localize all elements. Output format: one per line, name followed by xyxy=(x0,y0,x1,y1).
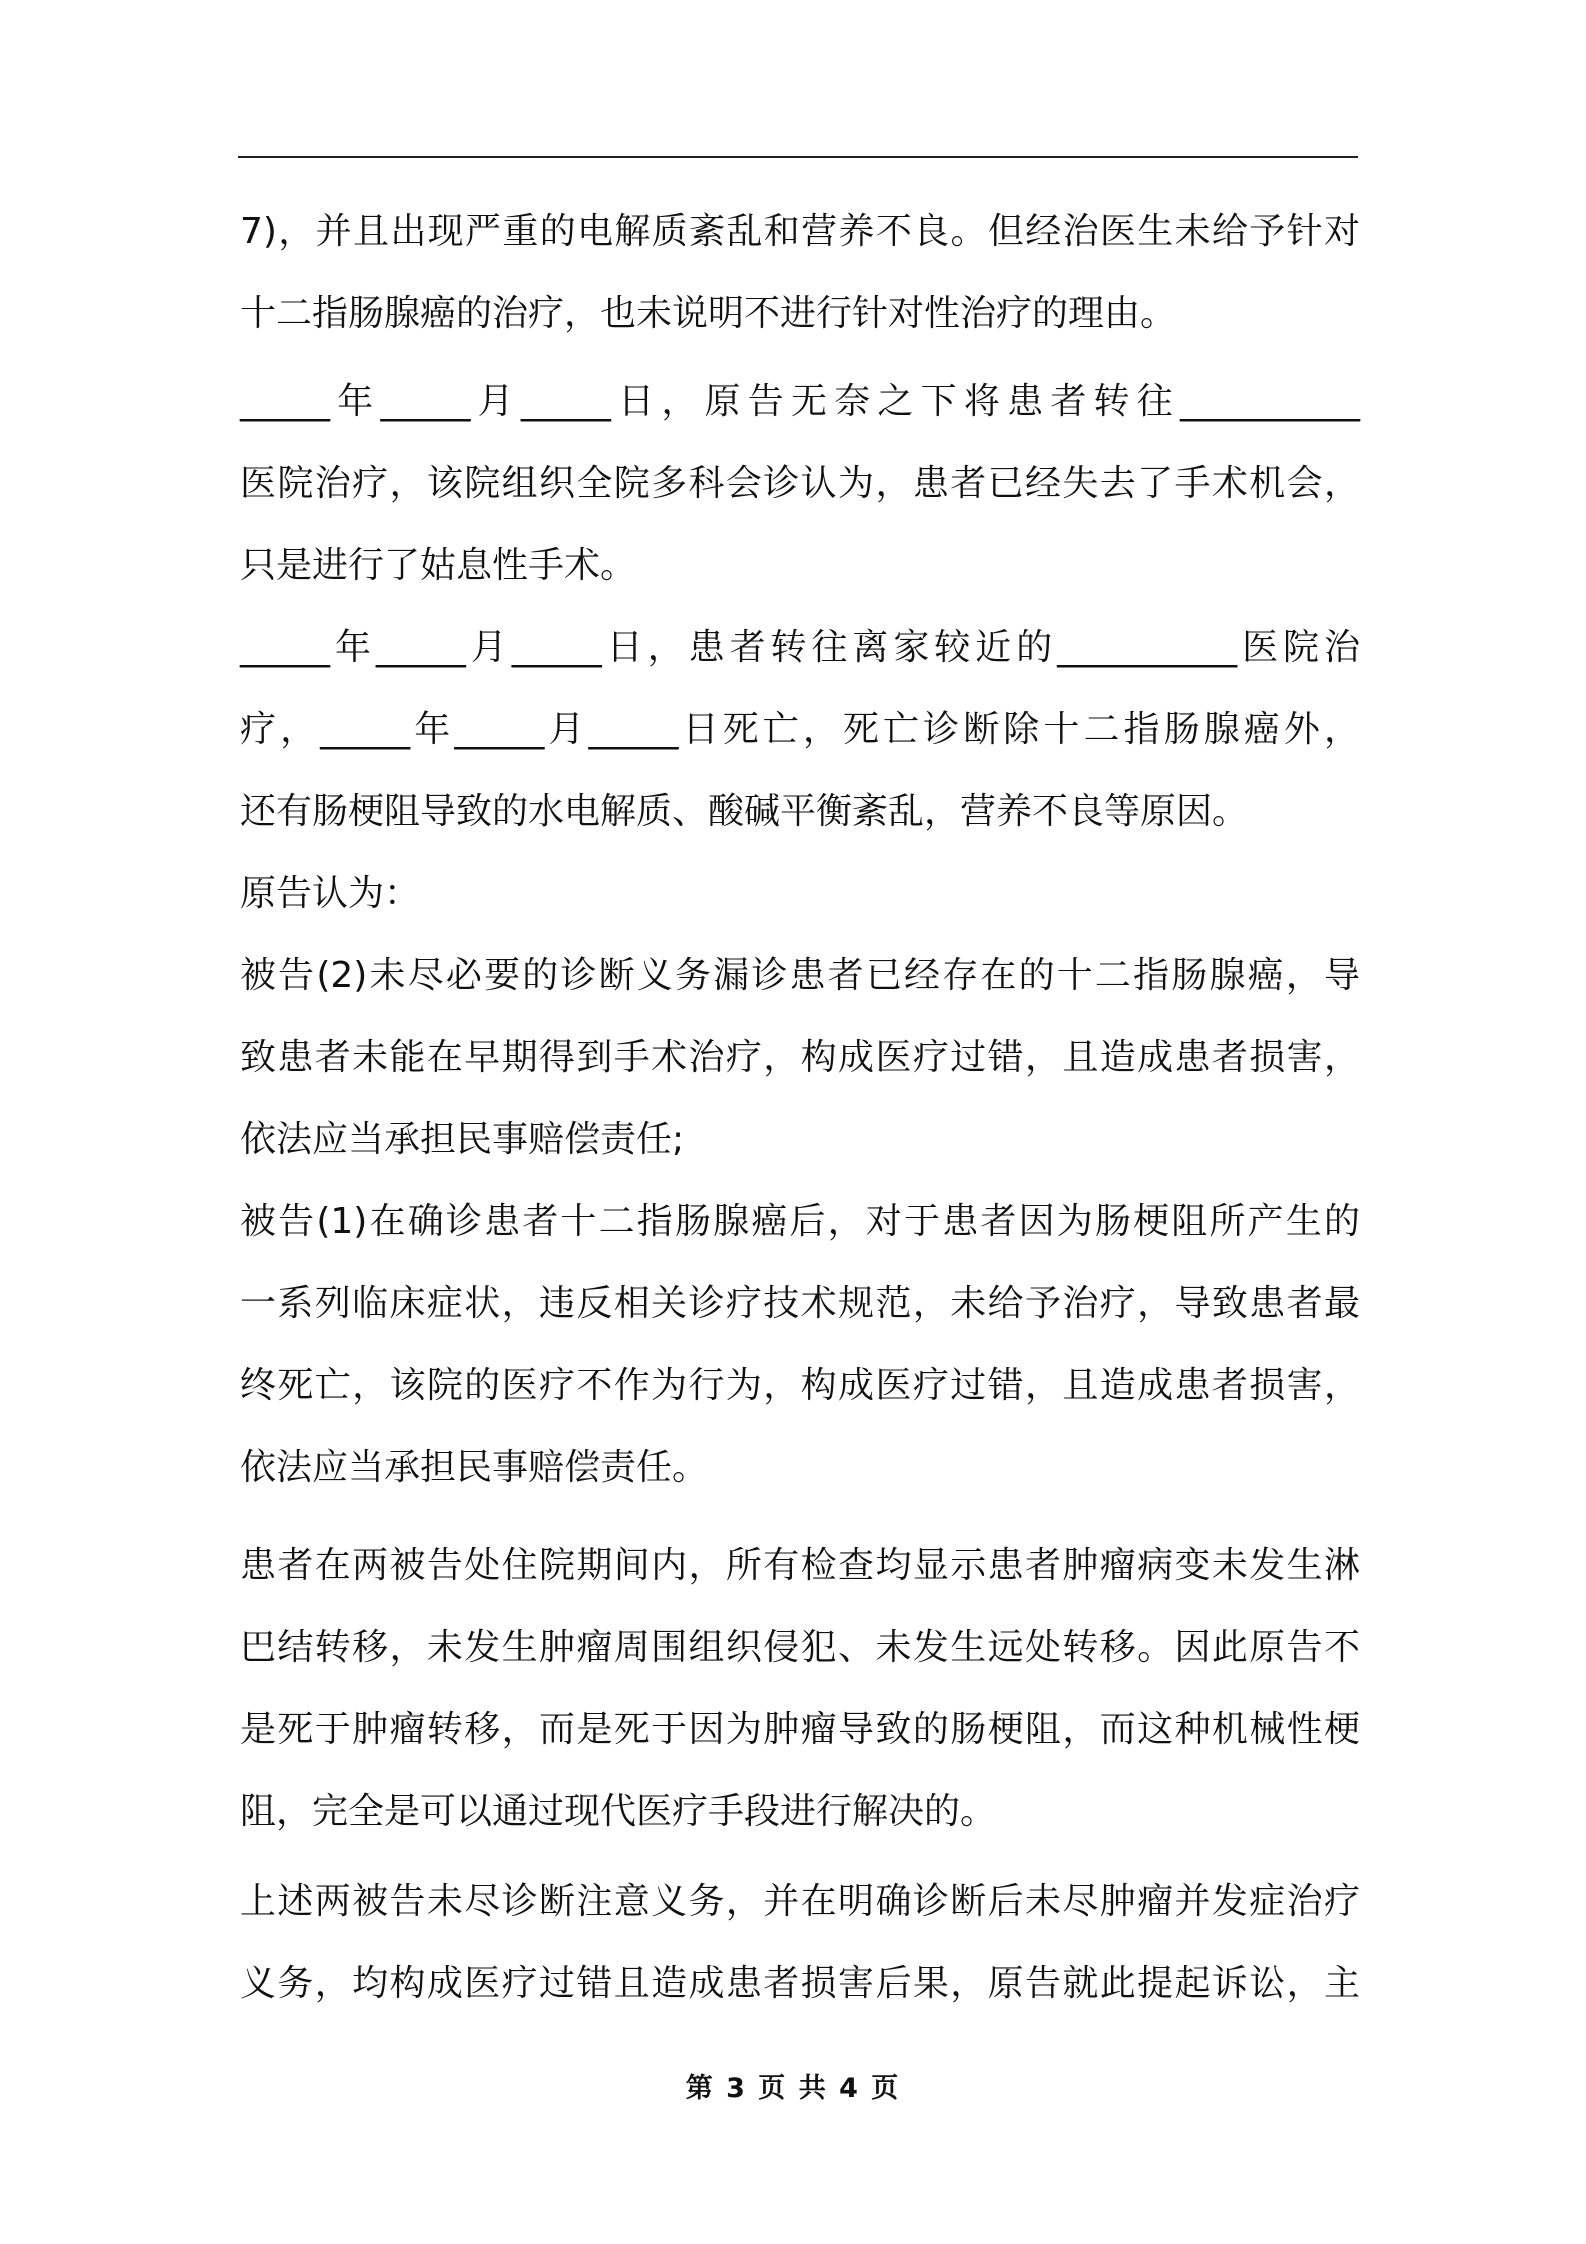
text-line: 患者在两被告处住院期间内，所有检查均显示患者肿瘤病变未发生淋 xyxy=(240,1545,1360,1586)
text-line: 依法应当承担民事赔偿责任。 xyxy=(240,1447,709,1488)
text-line: 终死亡，该院的医疗不作为行为，构成医疗过错，且造成患者损害， xyxy=(240,1365,1360,1406)
text-line: 义务，均构成医疗过错且造成患者损害后果，原告就此提起诉讼，主 xyxy=(240,1963,1360,2004)
text-line: 阻，完全是可以通过现代医疗手段进行解决的。 xyxy=(240,1791,997,1832)
text-line: 原告认为： xyxy=(240,873,421,914)
text-line: 是死于肿瘤转移，而是死于因为肿瘤导致的肠梗阻，而这种机械性梗 xyxy=(240,1709,1360,1750)
text-line: 疗，_____年_____月_____日死亡，死亡诊断除十二指肠腺癌外， xyxy=(240,709,1360,750)
text-line: _____年_____月_____日，原告无奈之下将患者转往__________ xyxy=(240,381,1360,422)
page-number-footer: 第 3 页 共 4 页 xyxy=(685,2073,901,2104)
text-line: 被告(1)在确诊患者十二指肠腺癌后，对于患者因为肠梗阻所产生的 xyxy=(240,1201,1360,1242)
text-line: 巴结转移，未发生肿瘤周围组织侵犯、未发生远处转移。因此原告不 xyxy=(240,1627,1360,1668)
text-line: 医院治疗，该院组织全院多科会诊认为，患者已经失去了手术机会， xyxy=(240,463,1360,504)
text-line: 被告(2)未尽必要的诊断义务漏诊患者已经存在的十二指肠腺癌，导 xyxy=(240,955,1360,996)
text-line: 十二指肠腺癌的治疗，也未说明不进行针对性治疗的理由。 xyxy=(240,293,1177,334)
header-rule xyxy=(238,156,1358,158)
text-line: 一系列临床症状，违反相关诊疗技术规范，未给予治疗，导致患者最 xyxy=(240,1283,1360,1324)
text-line: 上述两被告未尽诊断注意义务，并在明确诊断后未尽肿瘤并发症治疗 xyxy=(240,1881,1360,1922)
text-line: 只是进行了姑息性手术。 xyxy=(240,545,637,586)
text-line: 依法应当承担民事赔偿责任; xyxy=(240,1119,685,1160)
text-line: 还有肠梗阻导致的水电解质、酸碱平衡紊乱，营养不良等原因。 xyxy=(240,791,1249,832)
text-line: 7)，并且出现严重的电解质紊乱和营养不良。但经治医生未给予针对 xyxy=(240,211,1360,252)
text-line: _____年_____月_____日，患者转往离家较近的__________医院治 xyxy=(240,627,1360,668)
text-line: 致患者未能在早期得到手术治疗，构成医疗过错，且造成患者损害， xyxy=(240,1037,1360,1078)
